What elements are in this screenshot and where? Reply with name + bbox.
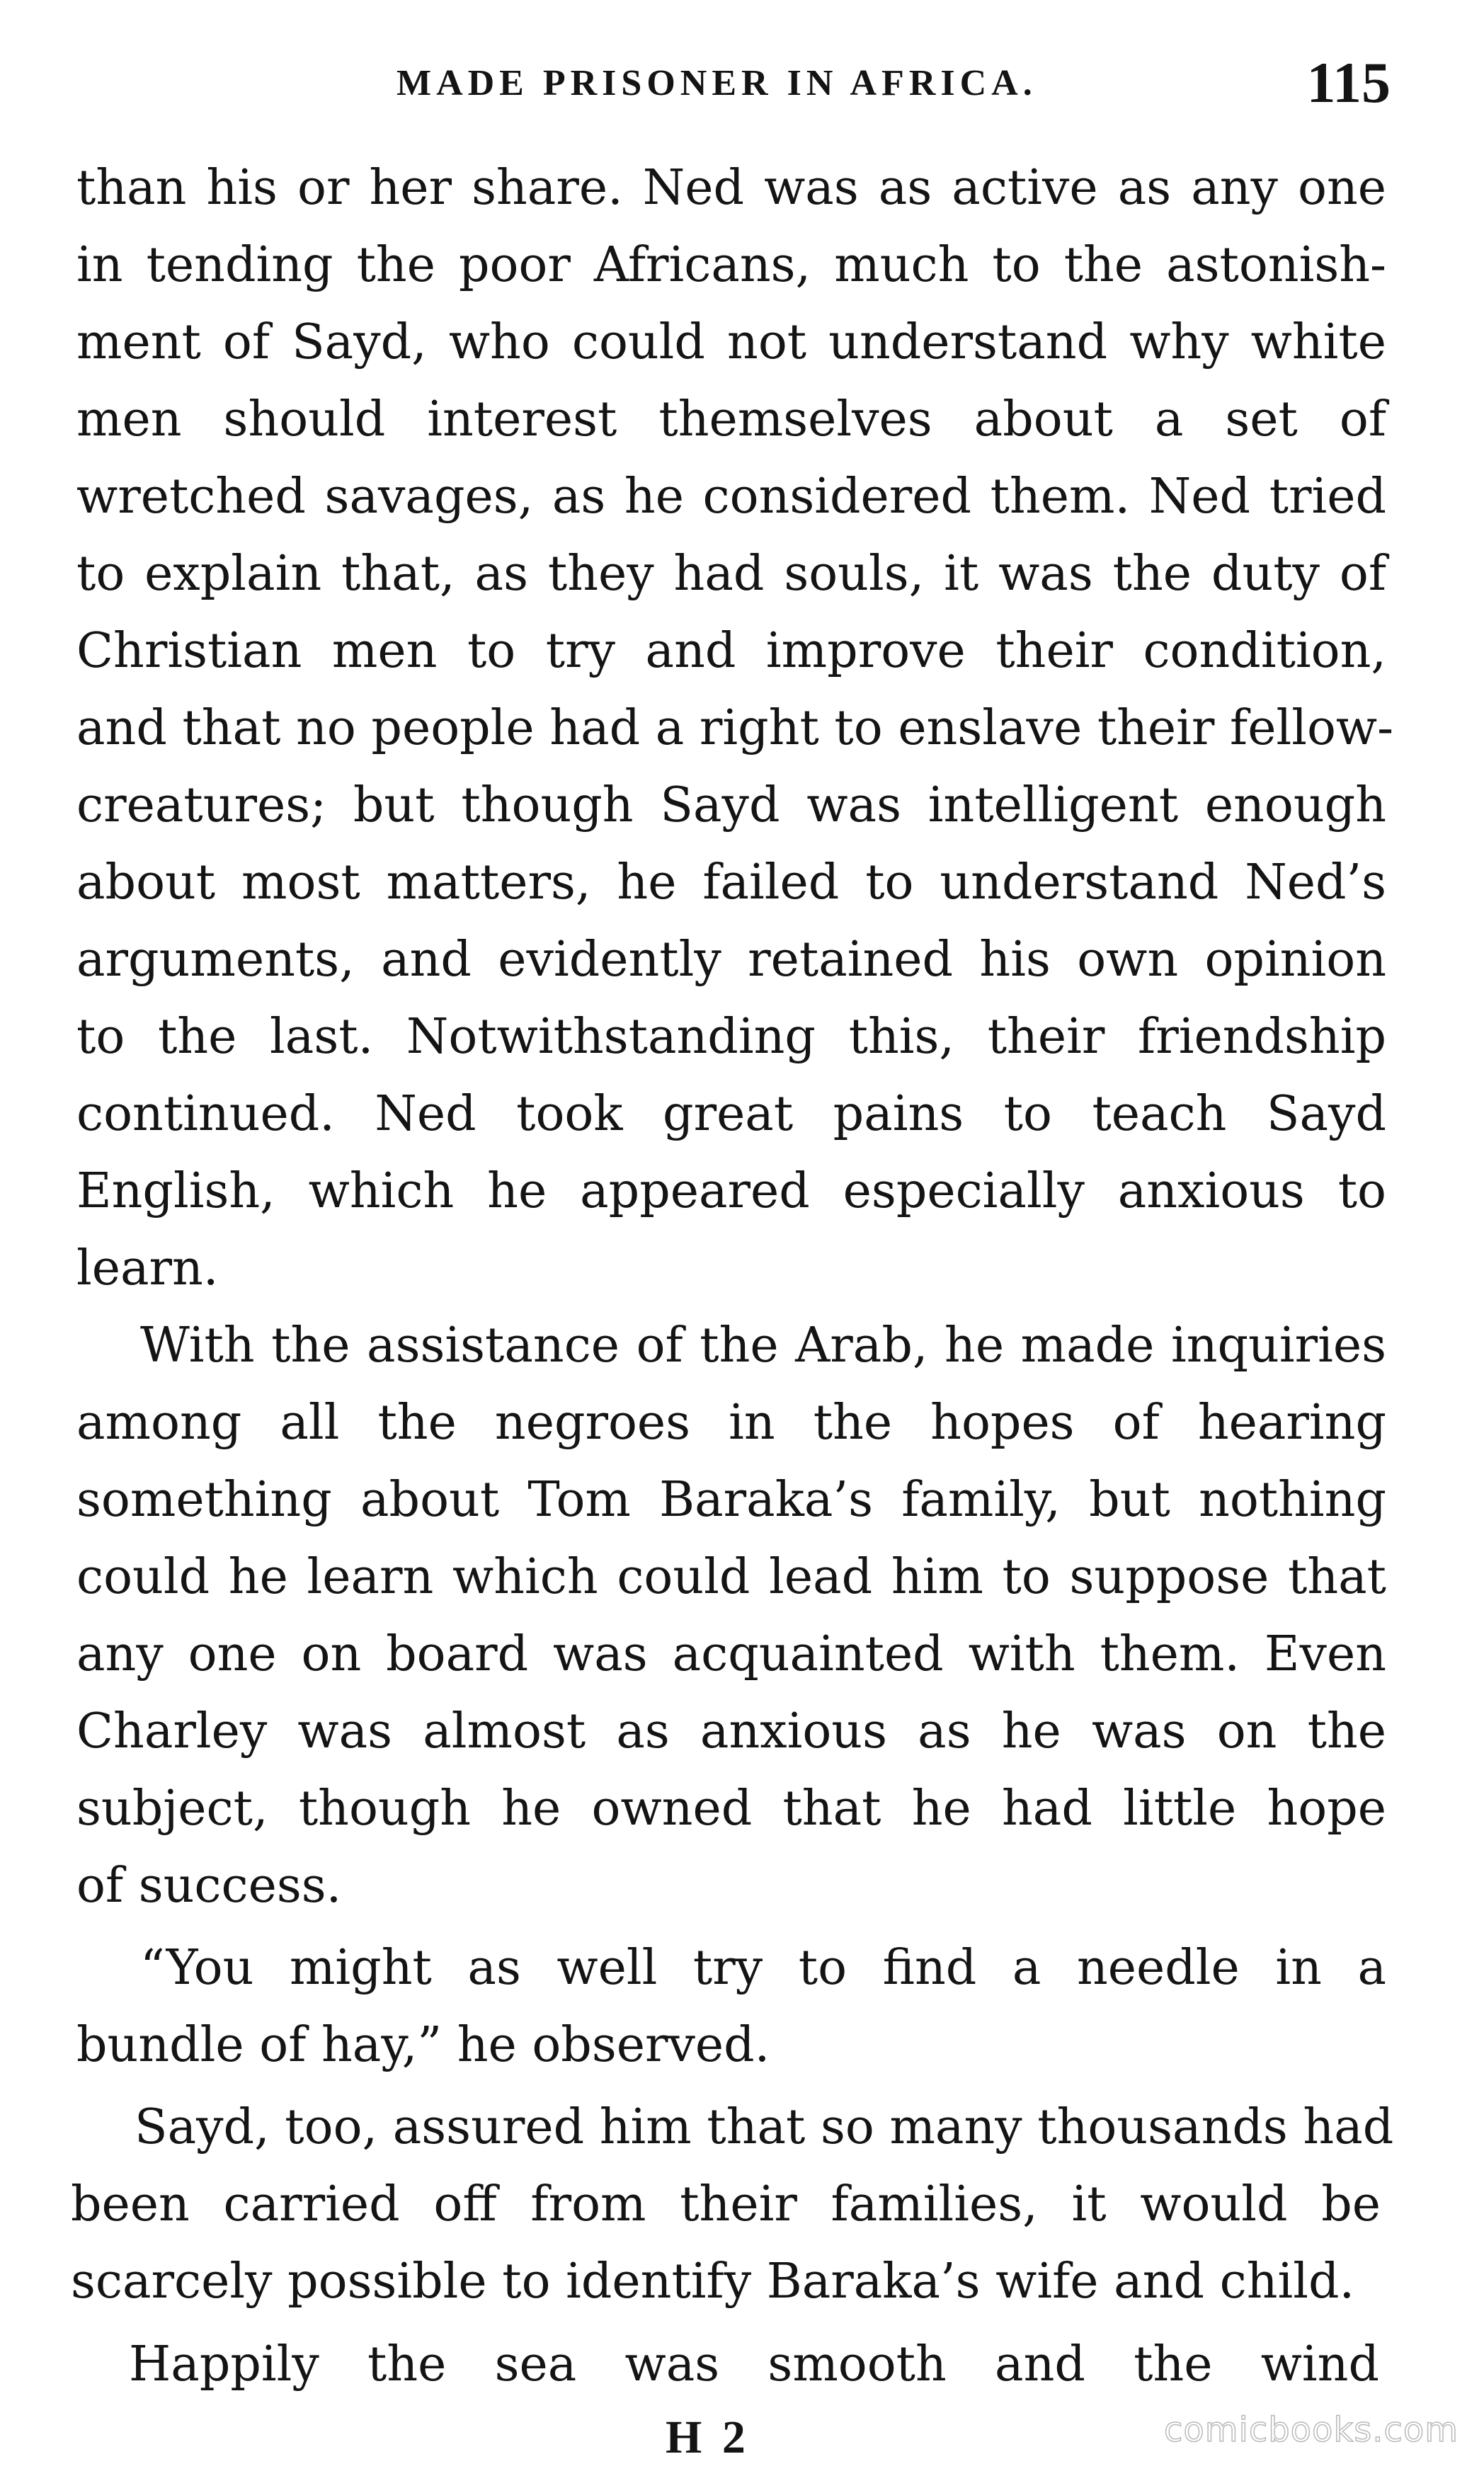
text-line: to the last. Notwithstanding this, their friendship — [76, 1009, 1386, 1065]
text-line: ment of Sayd, who could not understand why white — [76, 314, 1386, 370]
text-line: in tending the poor Africans, much to the astonish- — [76, 237, 1386, 293]
text-line: any one on board was acquainted with them. Even — [76, 1626, 1386, 1682]
text-line: wretched savages, as he considered them. Ned tried — [76, 469, 1386, 525]
text-line: than his or her share. Ned was as active as any one — [76, 160, 1386, 216]
watermark: comicbooks.com — [1163, 2410, 1459, 2450]
text-line: among all the negroes in the hopes of hearing — [76, 1395, 1386, 1451]
text-line: arguments, and evidently retained his own opinion — [76, 932, 1386, 988]
text-line: about most matters, he failed to understand Ned’s — [76, 855, 1386, 911]
signature-mark: H 2 — [666, 2412, 750, 2463]
text-line: English, which he appeared especially anxious to — [76, 1163, 1386, 1219]
text-line: men should interest themselves about a set of — [76, 392, 1386, 447]
text-line: subject, though he owned that he had little hope — [76, 1781, 1386, 1837]
paragraph-first-line: With the assistance of the Arab, he made inquiries — [140, 1318, 1386, 1374]
text-line: continued. Ned took great pains to teach Sayd — [76, 1086, 1386, 1142]
text-line: Charley was almost as anxious as he was on the — [76, 1704, 1386, 1759]
running-head: MADE PRISONER IN AFRICA. — [396, 63, 1037, 103]
paragraph-first-line: Sayd, too, assured him that so many thousands had — [135, 2099, 1394, 2155]
text-line: been carried off from their families, it would be — [71, 2176, 1381, 2232]
text-line: bundle of hay,” he observed. — [76, 2017, 770, 2073]
text-line: could he learn which could lead him to suppose that — [76, 1549, 1386, 1605]
text-line: to explain that, as they had souls, it was the duty of — [76, 546, 1386, 602]
text-line: of success. — [76, 1858, 342, 1914]
text-line: Christian men to try and improve their condition, — [76, 623, 1386, 679]
text-line: learn. — [76, 1240, 219, 1296]
text-line: something about Tom Baraka’s family, but nothing — [76, 1472, 1386, 1528]
text-line: creatures; but though Sayd was intelligent enough — [76, 777, 1386, 833]
text-line: and that no people had a right to enslave their fellow- — [76, 700, 1394, 756]
paragraph-first-line: Happily the sea was smooth and the wind — [129, 2336, 1379, 2392]
paragraph-first-line: “You might as well try to find a needle in a — [140, 1940, 1386, 1996]
text-line: scarcely possible to identify Baraka’s wife and child. — [71, 2254, 1355, 2310]
page-number: 115 — [1306, 50, 1391, 115]
